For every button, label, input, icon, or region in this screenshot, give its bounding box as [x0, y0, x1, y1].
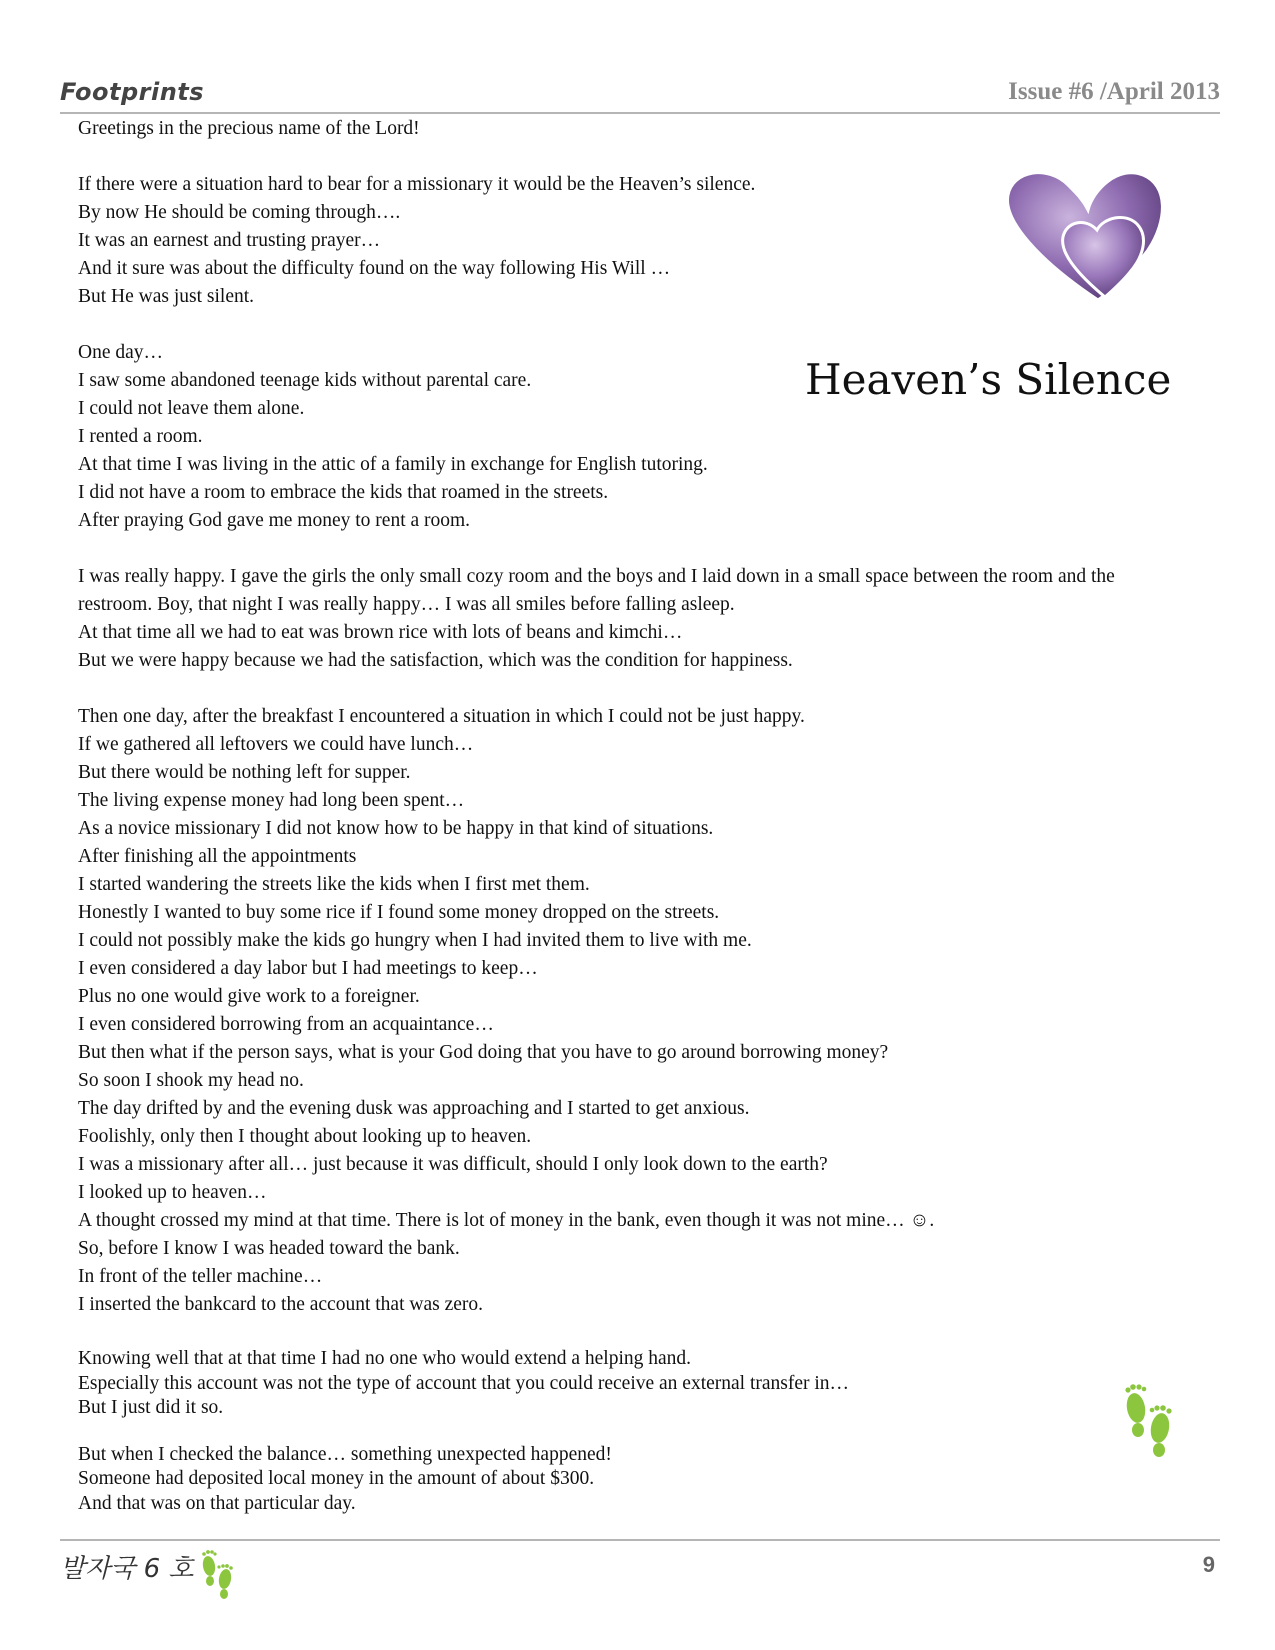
- footprints-icon: [1120, 1380, 1180, 1460]
- body-line: Honestly I wanted to buy some rice if I found some money dropped on the streets.: [78, 902, 720, 923]
- newsletter-title: Footprints: [60, 78, 205, 106]
- body-line: It was an earnest and trusting prayer…: [78, 230, 381, 251]
- body-line: I did not have a room to embrace the kids that roamed in the streets.: [78, 482, 609, 503]
- body-line: I was a missionary after all… just because it was difficult, should I only look down to the earth?: [78, 1154, 828, 1175]
- body-line: I saw some abandoned teenage kids without parental care.: [78, 370, 532, 391]
- footer-korean-title: 발자국 6 호: [60, 1554, 194, 1584]
- body-line: I was really happy. I gave the girls the only small cozy room and the boys and I laid down in a small space between the room and the restroom. Boy, that night I was really happy… I was all smiles before falling asleep.: [78, 566, 1115, 615]
- footprints-icon: [198, 1548, 238, 1600]
- body-line: I could not possibly make the kids go hungry when I had invited them to live with me.: [78, 930, 752, 951]
- footer-divider: [60, 1539, 1220, 1541]
- body-line: At that time I was living in the attic of a family in exchange for English tutoring.: [78, 454, 708, 475]
- body-line: I even considered borrowing from an acquaintance…: [78, 1014, 494, 1035]
- body-line: After praying God gave me money to rent a room.: [78, 510, 471, 531]
- body-line: I rented a room.: [78, 426, 203, 447]
- body-line: But then what if the person says, what is your God doing that you have to go around borrowing money?: [78, 1042, 889, 1063]
- article-body: [78, 115, 1198, 1516]
- body-line: Then one day, after the breakfast I encountered a situation in which I could not be just happy.: [78, 706, 805, 727]
- body-line: And that was on that particular day.: [78, 1492, 356, 1514]
- body-line: A thought crossed my mind at that time. There is lot of money in the bank, even though it was not mine… ☺.: [78, 1210, 935, 1231]
- body-line: So soon I shook my head no.: [78, 1070, 304, 1091]
- body-line: Knowing well that at that time I had no one who would extend a helping hand.: [78, 1348, 692, 1369]
- body-line: As a novice missionary I did not know how to be happy in that kind of situations.: [78, 818, 714, 839]
- body-line: But I just did it so.: [78, 1397, 224, 1418]
- body-line: But when I checked the balance… something unexpected happened!: [78, 1443, 612, 1465]
- body-line: By now He should be coming through….: [78, 202, 401, 223]
- body-line: I even considered a day labor but I had meetings to keep…: [78, 958, 538, 979]
- body-line: But there would be nothing left for supper.: [78, 762, 411, 783]
- page-number: 9: [1202, 1552, 1215, 1577]
- body-line: But He was just silent.: [78, 286, 255, 307]
- body-line: Greetings in the precious name of the Lord!: [78, 118, 420, 139]
- body-line: Plus no one would give work to a foreigner.: [78, 986, 420, 1007]
- body-line: If we gathered all leftovers we could have lunch…: [78, 734, 474, 755]
- body-line: Foolishly, only then I thought about looking up to heaven.: [78, 1126, 532, 1147]
- body-line: I started wandering the streets like the kids when I first met them.: [78, 874, 590, 895]
- body-line: In front of the teller machine…: [78, 1266, 323, 1287]
- body-line: The day drifted by and the evening dusk was approaching and I started to get anxious.: [78, 1098, 750, 1119]
- header-divider: [60, 112, 1220, 114]
- article-title: Heaven’s Silence: [805, 355, 1172, 404]
- body-line: I inserted the bankcard to the account that was zero.: [78, 1294, 483, 1315]
- body-line: If there were a situation hard to bear for a missionary it would be the Heaven’s silence.: [78, 174, 756, 195]
- body-line: Someone had deposited local money in the amount of about $300.: [78, 1468, 595, 1489]
- body-line: After finishing all the appointments: [78, 846, 357, 867]
- body-line: At that time all we had to eat was brown rice with lots of beans and kimchi…: [78, 622, 683, 643]
- issue-label: Issue #6 /April 2013: [1008, 78, 1220, 105]
- body-line: I could not leave them alone.: [78, 398, 305, 419]
- body-line: One day…: [78, 342, 164, 363]
- body-line: And it sure was about the difficulty found on the way following His Will …: [78, 258, 671, 279]
- body-line: So, before I know I was headed toward the bank.: [78, 1238, 460, 1259]
- body-line: Especially this account was not the type of account that you could receive an external transfer in…: [78, 1372, 850, 1394]
- body-line: But we were happy because we had the satisfaction, which was the condition for happiness.: [78, 650, 793, 671]
- body-line: The living expense money had long been spent…: [78, 790, 465, 811]
- body-line: I looked up to heaven…: [78, 1182, 267, 1203]
